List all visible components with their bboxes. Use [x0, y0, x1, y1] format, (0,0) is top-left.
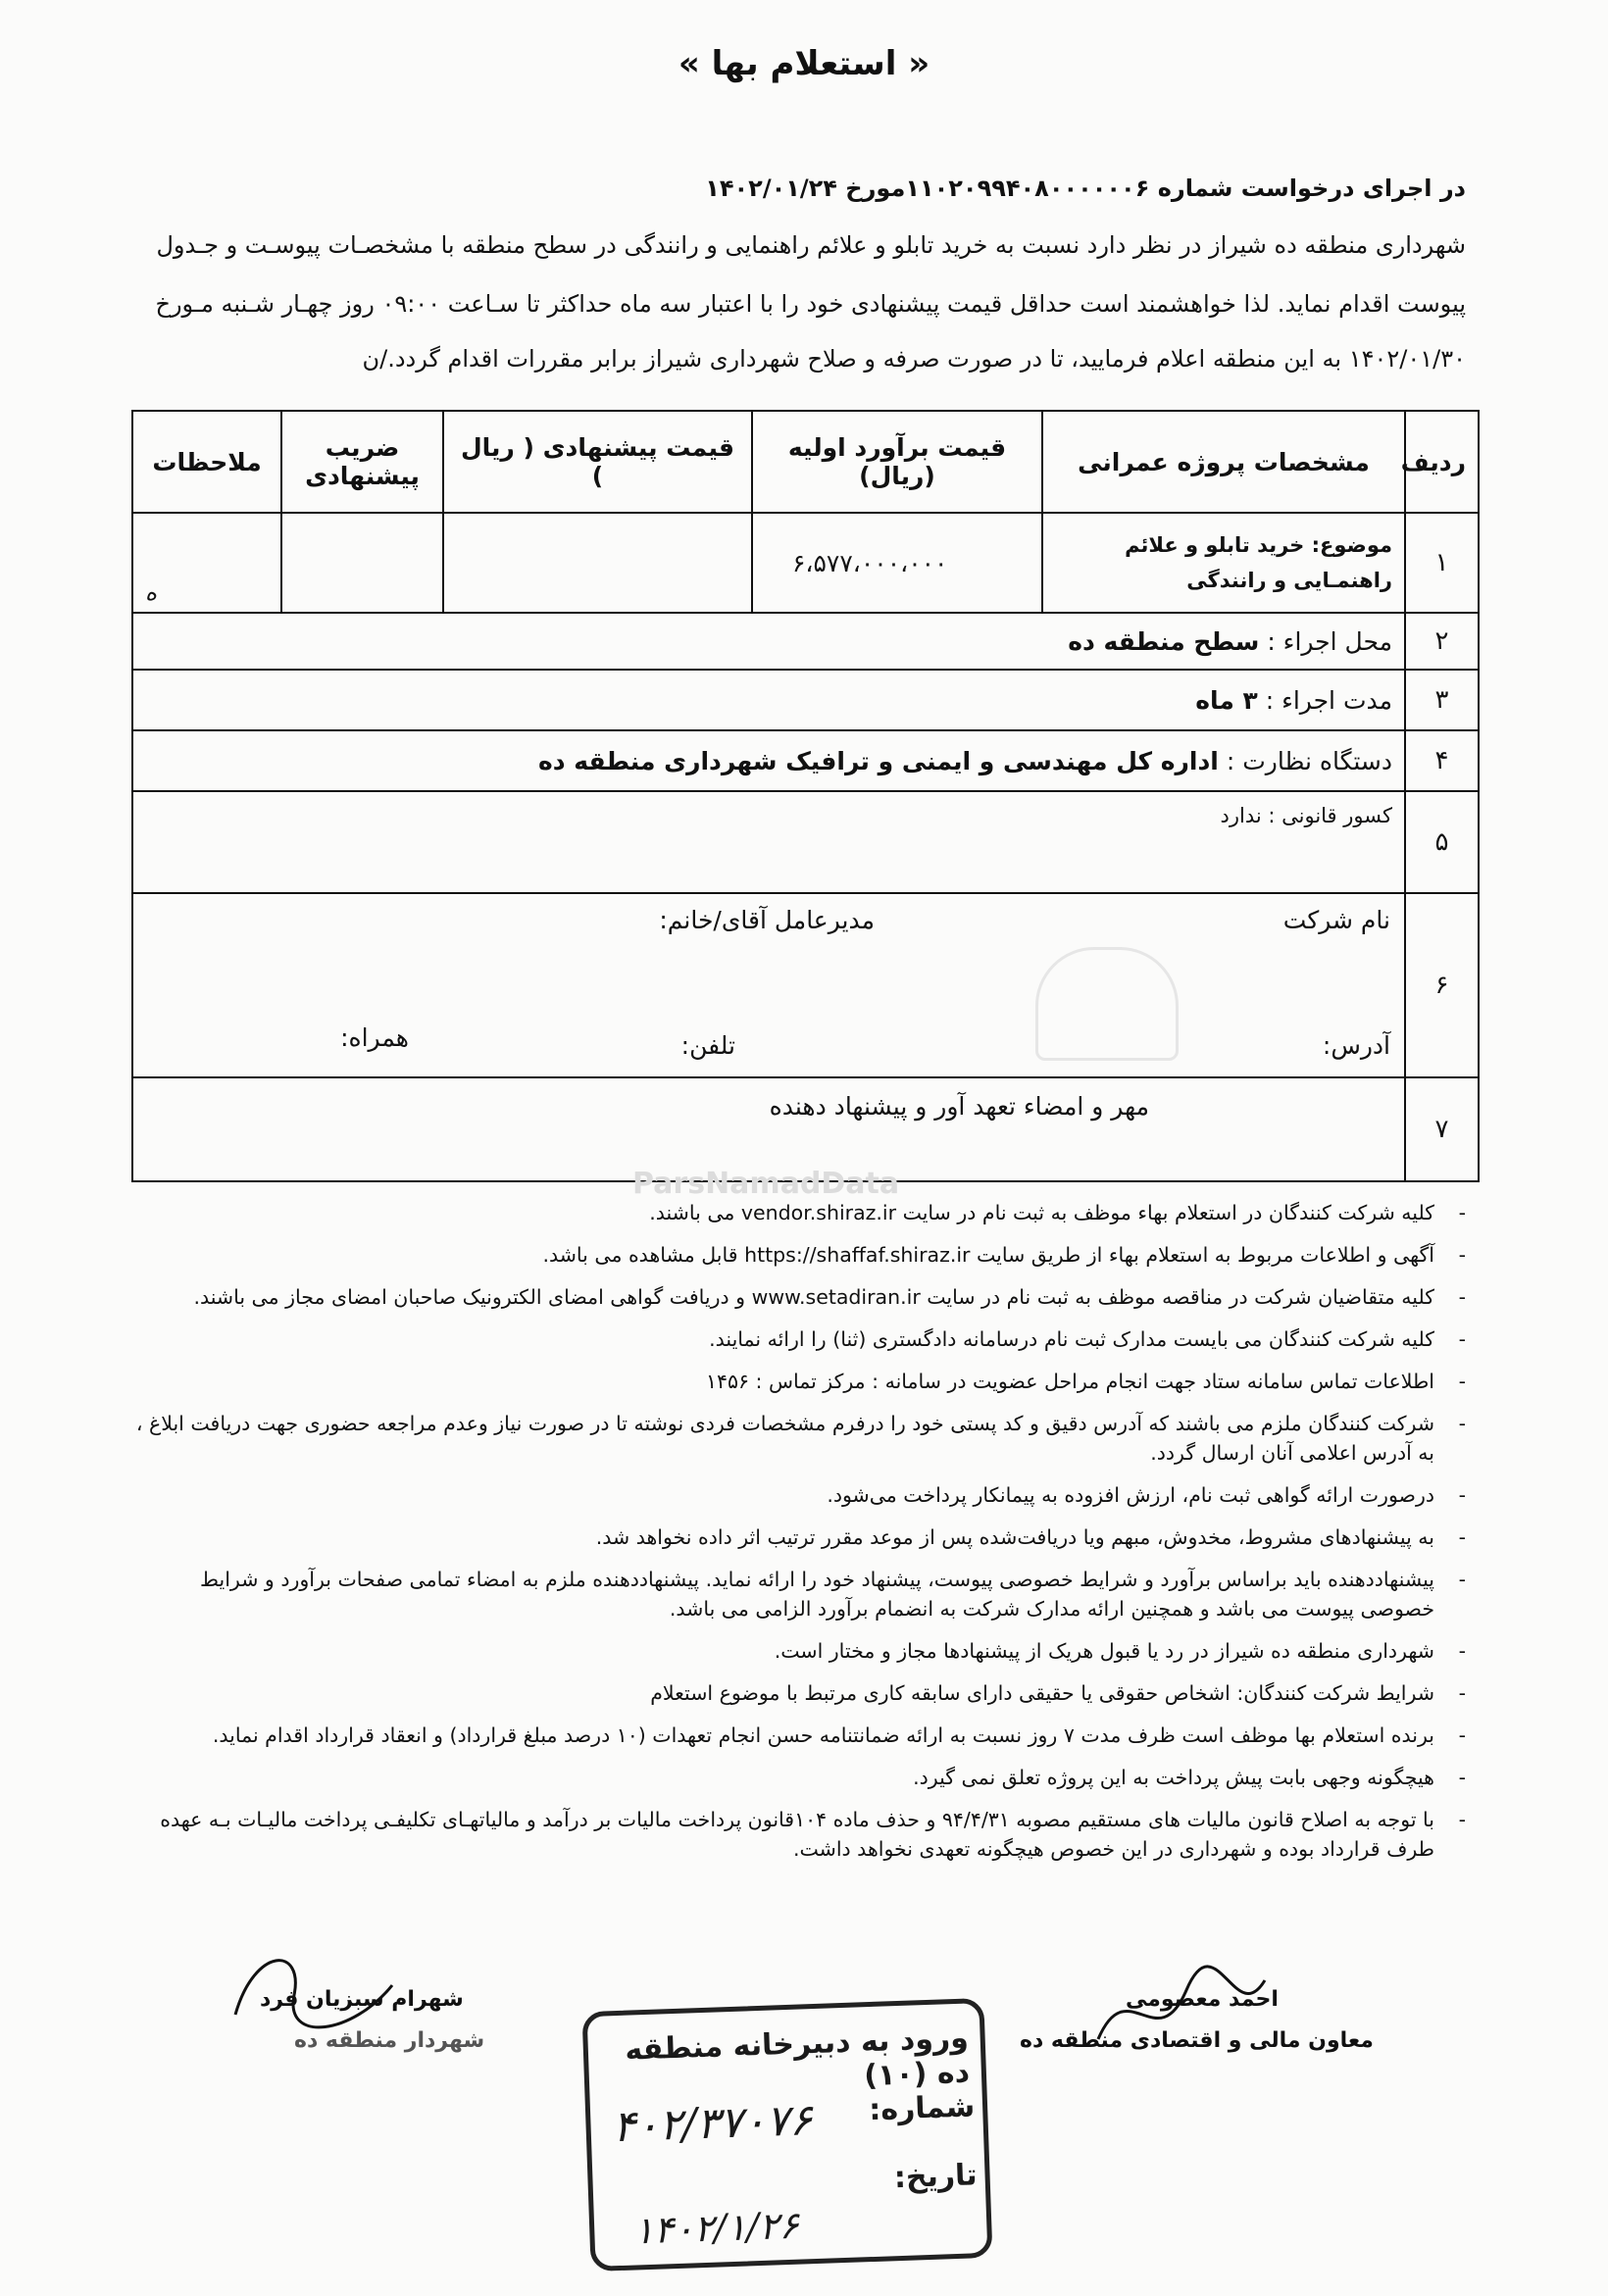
intro-line-2: پیوست اقدام نماید. لذا خواهشمند است حداقل قیمت پیشنهادی خود را با اعتبار سه ماه حداکثر تا سـاعت ۰۹:۰۰ روز چهـار شـنبه مـورخ — [155, 290, 1466, 318]
left-signer-title: شهردار منطقه ده — [294, 2028, 485, 2053]
coefficient-cell[interactable] — [281, 513, 443, 613]
header-estimate: قیمت برآورد اولیه (ریال) — [752, 411, 1042, 513]
secretariat-receipt-stamp — [582, 1998, 993, 2271]
duration-label: مدت اجراء : — [1265, 685, 1392, 715]
intro-line-3: ۱۴۰۲/۰۱/۳۰ به این منطقه اعلام فرمایید، تا در صورت صرفه و صلاح شهرداری شیراز برابر مقررات اقدام گردد./ن — [362, 345, 1466, 373]
row-number: ۲ — [1405, 613, 1479, 670]
phone-label: تلفن: — [680, 1031, 735, 1060]
stamp-date-value: ۱۴۰۲/۱/۲۶ — [632, 2203, 800, 2253]
supervisor-value: اداره کل مهندسی و ایمنی و ترافیک شهرداری منطقه ده — [537, 746, 1219, 775]
header-coefficient: ضریب پیشنهادی — [281, 411, 443, 513]
row-number: ۶ — [1405, 893, 1479, 1077]
list-item: - شهرداری منطقه ده شیراز در رد یا قبول هریک از پیشنهادها مجاز و مختار است. — [132, 1636, 1466, 1666]
watermark-text: ParsNamadData — [632, 1167, 900, 1201]
table-header-row — [132, 411, 1479, 513]
list-item: - برنده استعلام بها موظف است ظرف مدت ۷ روز نسبت به ارائه ضمانتنامه حسن انجام تعهدات (۱۰ درصد مبلغ قرارداد) و انعقاد قرارداد اقدام نماید. — [132, 1721, 1466, 1750]
row-number: ۵ — [1405, 791, 1479, 893]
proposed-price-cell[interactable] — [443, 513, 752, 613]
list-item: - آگهی و اطلاعات مربوط به استعلام بهاء از طریق سایت https://shaffaf.shiraz.ir قابل مشاهده می باشد. — [132, 1240, 1466, 1270]
inquiry-table — [131, 410, 1480, 1182]
stamp-number-label: شماره: — [868, 2089, 976, 2128]
signature-stamp-label: مهر و امضاء تعهد آور و پیشنهاد دهنده — [769, 1092, 1149, 1121]
list-item: - پیشنهاددهنده باید براساس برآورد و شرایط خصوصی پیوست، پیشنهاد خود را ارائه نماید. پیشنهاددهنده ملزم به امضاء تمامی صفحات برآورد و شرایط خصوصی پیوست می باشد و همچنین ارائه مدارک شرکت به انضمام برآورد الزامی می باشد. — [132, 1565, 1466, 1623]
row-number: ۴ — [1405, 730, 1479, 791]
duration-value: ۳ ماه — [1195, 685, 1258, 715]
supervisor-label: دستگاه نظارت : — [1226, 746, 1392, 775]
legal-deductions: کسور قانونی : ندارد — [132, 791, 1405, 893]
watermark-logo — [1035, 947, 1179, 1061]
notes-cell — [132, 513, 281, 613]
address-label: آدرس: — [1322, 1031, 1390, 1060]
stamp-number-value: ۴۰۲/۳۷۰۷۶ — [611, 2095, 814, 2153]
table-row — [132, 730, 1479, 791]
table-row — [132, 513, 1479, 613]
mobile-label: همراه: — [340, 1023, 409, 1052]
notes-mark: ه — [145, 580, 158, 606]
stamp-date-label: تاریخ: — [893, 2158, 979, 2196]
right-signer-name: احمد معصومی — [1126, 1987, 1279, 2012]
document-title: « استعلام بها » — [678, 44, 930, 83]
stamp-title: ورود به دبیرخانه منطقه ده (۱۰) — [624, 2021, 971, 2094]
signature-left — [216, 1936, 412, 2054]
header-notes: ملاحظات — [132, 411, 281, 513]
list-item: - اطلاعات تماس سامانه ستاد جهت انجام مراحل عضویت در سامانه : مرکز تماس : ۱۴۵۶ — [132, 1367, 1466, 1396]
intro-line-1: شهرداری منطقه ده شیراز در نظر دارد نسبت به خرید تابلو و علائم راهنمایی و رانندگی در سطح منطقه با مشخصـات پیوسـت و جـدول — [156, 231, 1466, 259]
list-item: - شرایط شرکت کنندگان: اشخاص حقوقی یا حقیقی دارای سابقه کاری مرتبط با موضوع استعلام — [132, 1678, 1466, 1708]
estimate-value: ۶،۵۷۷،۰۰۰،۰۰۰ — [752, 513, 1042, 613]
list-item: - کلیه شرکت کنندگان در استعلام بهاء موظف به ثبت نام در سایت vendor.shiraz.ir می باشند. — [132, 1198, 1466, 1227]
list-item: - کلیه متقاضیان شرکت در مناقصه موظف به ثبت نام در سایت www.setadiran.ir و دریافت گواهی امضای الکترونیک صاحبان امضای مجاز می باشند. — [132, 1282, 1466, 1312]
list-item: - کلیه شرکت کنندگان می بایست مدارک ثبت نام درسامانه دادگستری (ثنا) را ارائه نمایند. — [132, 1324, 1466, 1354]
header-row-number: ردیف — [1405, 411, 1479, 513]
list-item: - با توجه به اصلاح قانون مالیات های مستقیم مصوبه ۹۴/۴/۳۱ و حذف ماده ۱۰۴قانون پرداخت مالیات بر درآمد و مالیاتهـای تکلیفـی پرداخت مالیـات بـه عهده طرف قرارداد بوده و شهرداری در این خصوص هیچگونه تعهدی نخواهد داشت. — [132, 1805, 1466, 1864]
company-name-label: نام شرکت — [1282, 906, 1390, 934]
header-proposed: قیمت پیشنهادی ( ریال ) — [443, 411, 752, 513]
execution-place-value: سطح منطقه ده — [1068, 626, 1260, 656]
list-item: - شرکت کنندگان ملزم می باشند که آدرس دقیق و کد پستی خود را درفرم مشخصات فردی نوشته تا در صورت نیاز وعدم مراجعه حضوری جهت دریافت ابلاغ ، به آدرس اعلامی آنان ارسال گردد. — [132, 1409, 1466, 1468]
manager-label: مدیرعامل آقای/خانم: — [659, 906, 875, 934]
conditions-list — [132, 1198, 1466, 1876]
request-reference: در اجرای درخواست شماره ۱۱۰۲۰۹۹۴۰۸۰۰۰۰۰۰۶مورخ ۱۴۰۲/۰۱/۲۴ — [705, 175, 1466, 202]
project-subject: موضوع: خرید تابلو و علائم راهنمـایی و رانندگی — [1042, 513, 1405, 613]
row-number: ۱ — [1405, 513, 1479, 613]
table-row — [132, 791, 1479, 893]
row-number: ۳ — [1405, 670, 1479, 730]
row-number: ۷ — [1405, 1077, 1479, 1181]
table-row — [132, 893, 1479, 1077]
signature-right — [1069, 1951, 1294, 2069]
table-row — [132, 670, 1479, 730]
execution-place-label: محل اجراء : — [1267, 626, 1392, 656]
table-row — [132, 613, 1479, 670]
right-signer-title: معاون مالی و اقتصادی منطقه ده — [1020, 2028, 1374, 2053]
list-item: - به پیشنهادهای مشروط، مخدوش، مبهم ویا دریافت‌شده پس از موعد مقرر ترتیب اثر داده نخواهد شد. — [132, 1522, 1466, 1552]
header-project: مشخصات پروژه عمرانی — [1042, 411, 1405, 513]
left-signer-name: شهرام سبزیان فرد — [260, 1987, 464, 2012]
list-item: - درصورت ارائه گواهی ثبت نام، ارزش افزوده به پیمانکار پرداخت می‌شود. — [132, 1480, 1466, 1510]
list-item: - هیچگونه وجهی بابت پیش پرداخت به این پروژه تعلق نمی گیرد. — [132, 1763, 1466, 1792]
